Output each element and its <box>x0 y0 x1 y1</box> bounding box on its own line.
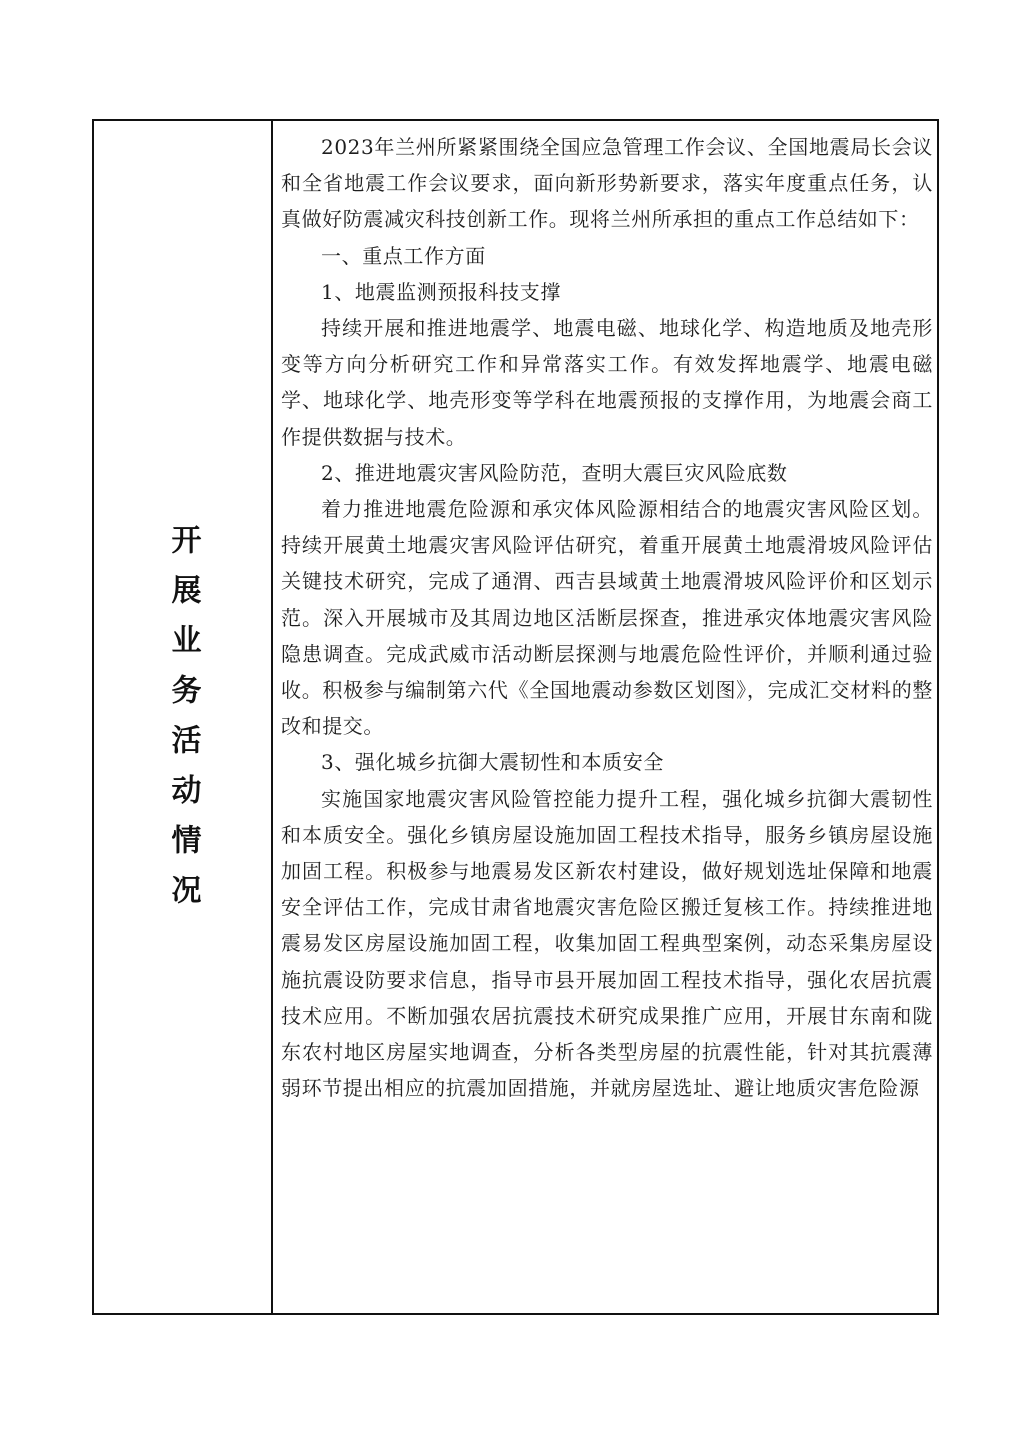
intro-paragraph: 2023年兰州所紧紧围绕全国应急管理工作会议、全国地震局长会议和全省地震工作会议要求，面向新形势新要求，落实年度重点任务，认真做好防震减灾科技创新工作。现将兰州所承担的重点工作总结如下： <box>281 135 933 232</box>
item-3-body: 实施国家地震灾害风险管控能力提升工程，强化城乡抗御大震韧性和本质安全。强化乡镇房屋设施加固工程技术指导，服务乡镇房屋设施加固工程。积极参与地震易发区新农村建设，做好规划选址保障和地震安全评估工作，完成甘肃省地震灾害危险区搬迁复核工作。持续推进地震易发区房屋设施加固工程，收集加固工程典型案例，动态采集房屋设施抗震设防要求信息，指导市县开展加固工程技术指导，强化农居抗震技术应用。不断加强农居抗震技术研究成果推广应用，开展甘东南和陇东农村地区房屋实地调查，分析各类型房屋的抗震性能，针对其抗震薄弱环节提出相应的抗震加固措施，并就房屋选址、避让地质灾害危险源 <box>281 786 933 1101</box>
section-label: 开展业务活动情况 <box>165 524 201 924</box>
activity-table <box>92 119 939 1315</box>
item-1-title: 1、地震监测预报科技支撑 <box>321 279 561 304</box>
item-2-body: 着力推进地震危险源和承灾体风险源相结合的地震灾害风险区划。持续开展黄土地震灾害风险评估研究，着重开展黄土地震滑坡风险评估关键技术研究，完成了通渭、西吉县域黄土地震滑坡风险评价和区划示范。深入开展城市及其周边地区活断层探查，推进承灾体地震灾害风险隐患调查。完成武威市活动断层探测与地震危险性评价，并顺利通过验收。积极参与编制第六代《全国地震动参数区划图》，完成汇交材料的整改和提交。 <box>281 497 933 739</box>
content-cell <box>273 121 937 1313</box>
item-3-title: 3、强化城乡抗御大震韧性和本质安全 <box>321 750 664 775</box>
section-label-cell <box>94 121 273 1313</box>
item-1-body: 持续开展和推进地震学、地震电磁、地球化学、构造地质及地壳形变等方向分析研究工作和异常落实工作。有效发挥地震学、地震电磁学、地球化学、地壳形变等学科在地震预报的支撑作用，为地震会商工作提供数据与技术。 <box>281 316 933 449</box>
item-2-title: 2、推进地震灾害风险防范，查明大震巨灾风险底数 <box>321 460 788 485</box>
section-heading-key-work: 一、重点工作方面 <box>321 243 486 268</box>
